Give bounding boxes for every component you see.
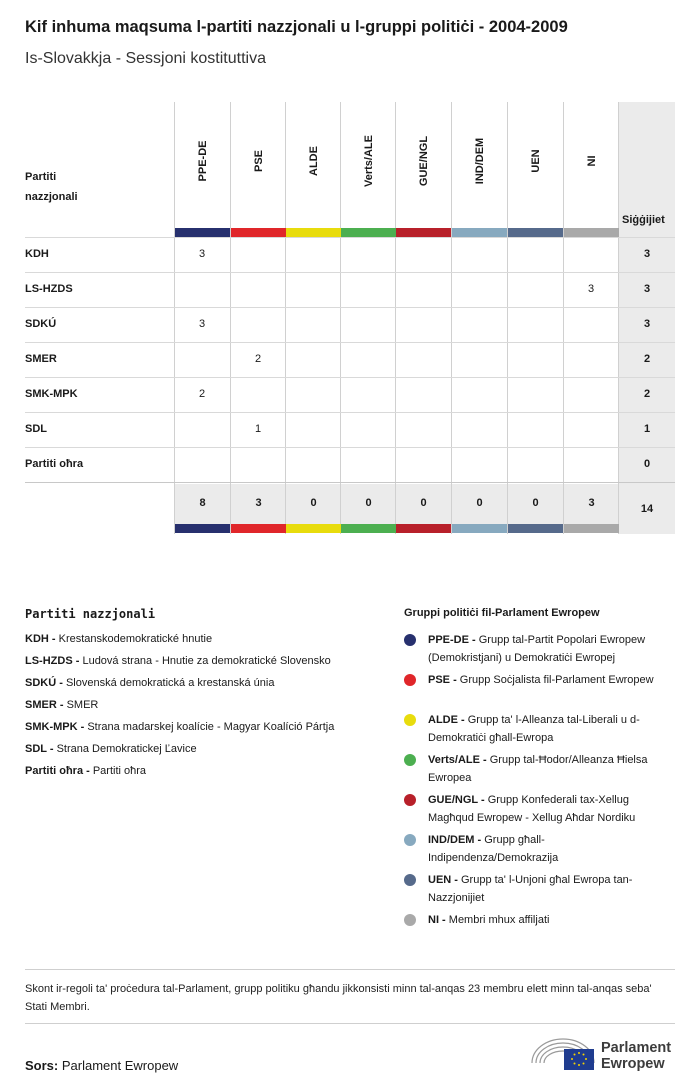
group-color-dot [404, 834, 416, 846]
column-divider [451, 102, 452, 534]
column-total: 0 [420, 497, 427, 509]
column-header: Verts/ALE [362, 135, 375, 187]
group-legend-item [404, 671, 674, 707]
group-code: NI - [428, 914, 449, 926]
row-divider [25, 272, 675, 273]
row-header: Partiti nazzjonali [25, 171, 78, 203]
party-code: SDKÚ - [25, 677, 66, 689]
column-header: UEN [529, 149, 542, 173]
row-label: Partiti oħra [25, 458, 84, 470]
group-description [428, 871, 674, 907]
row-total: 0 [643, 458, 651, 470]
column-color-bar-bottom [508, 524, 563, 533]
column-divider [507, 102, 508, 534]
column-total: 0 [365, 497, 372, 509]
group-name: Membri mhux affiljati [448, 914, 550, 926]
column-color-bar-bottom [452, 524, 507, 533]
group-description [428, 911, 674, 929]
total-header: Siġġijiet [622, 214, 665, 226]
group-name: Grupp tal-Partit Popolari Ewropew (Demokristjani) u Demokratiċi Ewropej [428, 634, 646, 664]
national-legend-item [25, 677, 274, 689]
logo-line1: Parlament [601, 1040, 672, 1056]
group-color-dot [404, 714, 416, 726]
source [25, 1058, 178, 1073]
group-code: PSE - [428, 674, 460, 686]
column-color-bar [231, 228, 286, 237]
column-color-bar-bottom [231, 524, 286, 533]
row-total: 1 [643, 423, 651, 435]
divider-bottom [25, 1023, 675, 1024]
party-name: Partiti oħra [92, 765, 147, 777]
column-color-bar-bottom [175, 524, 230, 533]
column-divider [395, 102, 396, 534]
row-divider [25, 342, 675, 343]
party-code: SDL - [25, 743, 57, 755]
group-description [428, 711, 674, 747]
party-code: Partiti oħra - [25, 765, 93, 777]
column-color-bar [286, 228, 341, 237]
national-legend-title: Partiti nazzjonali [25, 607, 156, 621]
national-legend-item [25, 743, 197, 755]
row-label: SDKÚ [25, 318, 57, 330]
column-total: 3 [588, 497, 595, 509]
group-code: IND/DEM - [428, 834, 485, 846]
row-total: 3 [643, 248, 651, 260]
logo-text [601, 1040, 671, 1072]
column-header: PPE-DE [196, 140, 209, 182]
group-legend-item [404, 911, 674, 947]
party-name: Ludová strana - Hnutie za demokratické Slovensko [82, 655, 331, 667]
group-color-dot [404, 794, 416, 806]
group-color-dot [404, 914, 416, 926]
row-divider [25, 482, 675, 483]
group-legend-item [404, 751, 674, 787]
party-code: KDH - [25, 633, 59, 645]
footnote: Skont ir-regoli ta' proċedura tal-Parlament, grupp politiku għandu jikkonsisti minn tal-anqas 23 membru elett minn tal-anqas seba' Stati Membri. [25, 983, 652, 1013]
group-code: UEN - [428, 874, 461, 886]
table-cell: 3 [198, 248, 206, 260]
column-color-bar [508, 228, 563, 237]
group-description [428, 671, 674, 689]
row-label: KDH [25, 248, 49, 260]
group-name: Grupp tal-Ħodor/Alleanza Ħielsa Ewropea [428, 754, 648, 784]
national-legend-item [25, 721, 334, 733]
group-color-dot [404, 874, 416, 886]
row-divider [25, 377, 675, 378]
table-cell: 3 [587, 283, 595, 295]
group-color-dot [404, 634, 416, 646]
row-divider [25, 412, 675, 413]
group-name: Grupp għall-Indipendenza/Demokrazija [428, 834, 559, 864]
column-total: 0 [310, 497, 317, 509]
national-legend-item [25, 765, 146, 777]
column-color-bar [341, 228, 396, 237]
group-name: Grupp ta' l-Unjoni għal Ewropa tan-Nazzjonijiet [428, 874, 633, 904]
row-divider [25, 237, 675, 238]
national-legend-item [25, 699, 98, 711]
table-cell: 2 [198, 388, 206, 400]
column-color-bar-bottom [286, 524, 341, 533]
column-total: 0 [532, 497, 539, 509]
column-total: 3 [255, 497, 262, 509]
group-description [428, 751, 674, 787]
group-description [428, 631, 674, 667]
party-code: SMK-MPK - [25, 721, 88, 733]
column-divider [285, 102, 286, 534]
table-cell: 3 [198, 318, 206, 330]
party-name: Slovenská demokratická a krestanská únia [65, 677, 275, 689]
column-color-bar-bottom [341, 524, 396, 533]
group-legend-item [404, 831, 674, 867]
column-header: NI [585, 155, 598, 167]
column-color-bar [452, 228, 507, 237]
row-total: 2 [643, 388, 651, 400]
column-header: GUE/NGL [417, 135, 430, 187]
row-divider [25, 447, 675, 448]
party-code: LS-HZDS - [25, 655, 83, 667]
group-legend-item [404, 711, 674, 747]
group-description [428, 791, 674, 827]
page-title: Kif inhuma maqsuma l-partiti nazzjonali u l-gruppi politiċi - 2004-2009 [25, 18, 568, 36]
row-divider [25, 307, 675, 308]
source-value: Parlament Ewropew [61, 1058, 179, 1073]
column-divider [340, 102, 341, 534]
page-subtitle: Is-Slovakkja - Sessjoni kostituttiva [25, 50, 266, 67]
column-color-bar-bottom [564, 524, 619, 533]
row-total: 3 [643, 318, 651, 330]
column-total: 8 [199, 497, 206, 509]
group-name: Grupp Konfederali tax-Xellug Magħqud Ewropew - Xellug Aħdar Nordiku [428, 794, 636, 824]
group-color-dot [404, 674, 416, 686]
row-label: SMK-MPK [25, 388, 78, 400]
group-code: ALDE - [428, 714, 468, 726]
column-color-bar-bottom [396, 524, 451, 533]
group-color-dot [404, 754, 416, 766]
party-code: SMER - [25, 699, 67, 711]
group-name: Grupp Soċjalista fil-Parlament Ewropew [459, 674, 654, 686]
table-cell: 1 [254, 423, 262, 435]
column-divider [230, 102, 231, 534]
group-code: Verts/ALE - [428, 754, 490, 766]
party-name: Krestanskodemokratické hnutie [58, 633, 213, 645]
party-name: Strana Demokratickej Ľavice [56, 743, 197, 755]
parliament-logo-icon [530, 1033, 596, 1071]
group-legend-item [404, 871, 674, 907]
column-total: 0 [476, 497, 483, 509]
party-name: Strana madarskej koalície - Magyar Koalíció Pártja [87, 721, 335, 733]
row-label: SMER [25, 353, 57, 365]
row-total: 3 [643, 283, 651, 295]
row-label: SDL [25, 423, 47, 435]
column-header: PSE [252, 150, 265, 173]
source-label: Sors: [25, 1058, 59, 1073]
column-color-bar [175, 228, 230, 237]
logo-line2: Ewropew [601, 1056, 665, 1072]
grand-total: 14 [640, 503, 654, 515]
national-legend-item [25, 655, 331, 667]
group-legend-item [404, 791, 674, 827]
column-color-bar [564, 228, 619, 237]
column-header: ALDE [307, 146, 320, 176]
group-code: PPE-DE - [428, 634, 479, 646]
column-color-bar [396, 228, 451, 237]
party-name: SMER [66, 699, 99, 711]
column-header: IND/DEM [473, 137, 486, 185]
row-label: LS-HZDS [25, 283, 73, 295]
group-code: GUE/NGL - [428, 794, 488, 806]
group-legend-title: Gruppi politiċi fil-Parlament Ewropew [404, 607, 600, 619]
table-cell: 2 [254, 353, 262, 365]
group-name: Grupp ta' l-Alleanza tal-Liberali u d-Demokratiċi għall-Ewropa [428, 714, 640, 744]
column-divider [563, 102, 564, 534]
national-legend-item [25, 633, 212, 645]
group-description [428, 831, 674, 867]
row-total: 2 [643, 353, 651, 365]
group-legend-item [404, 631, 674, 667]
divider-top [25, 969, 675, 970]
